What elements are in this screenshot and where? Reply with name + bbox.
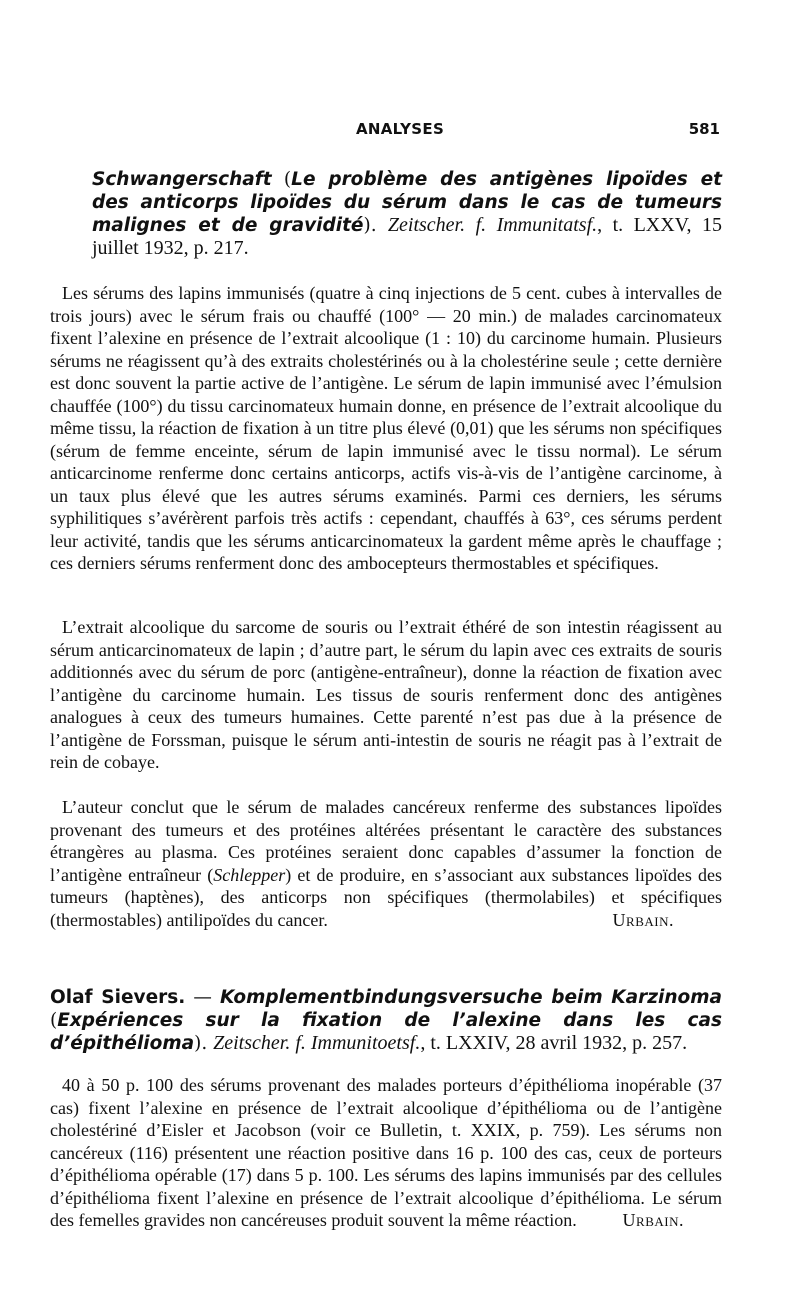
article2-paragraph	[50, 1074, 722, 1232]
article1-paragraph-3-text-a: L’auteur conclut que le sérum de malades cancéreux renferme des substances lipoïdes provenant des tumeurs et des protéines altérées présentant le caractère des substances étrangères au plasma. Ces protéines seraient donc capables d’assumer la fonction de l’antigène entraîneur (	[50, 797, 722, 885]
article1-paragraph-3	[50, 796, 722, 931]
article1-title-close: ).	[363, 215, 388, 236]
article1-signature: Urbain.	[612, 909, 674, 930]
article1-heading	[92, 168, 722, 260]
running-header	[0, 120, 800, 144]
article1-journal: Zeitscher. f. Immunitatsf.	[387, 214, 598, 236]
article2-paragraph-text: 40 à 50 p. 100 des sérums provenant des malades porteurs d’épithélioma inopérable (37 cas) fixent l’alexine en présence de l’extrait alcoolique d’épithélioma ou de l’antigène cholestériné d’Eisler et Jacobson (voir ce Bulletin, t. XXIX, p. 759). Les sérums non cancéreux (116) présentent une réaction positive dans 16 p. 100 des cas, ceux de porteurs d’épithélioma opérable (17) dans 5 p. 100. Les sérums des lapins immunisés par des cellules d’épithélioma fixent l’alexine en présence de l’extrait alcoolique d’épithélioma. Le sérum des femelles gravides non cancéreuses produit souvent la même réaction.	[50, 1075, 722, 1230]
article1-paragraph-2	[50, 616, 722, 774]
article2-title-fr: Expériences sur la fixation de l’alexine dans les cas d’épithélioma	[50, 1010, 722, 1054]
article1-title: Le problème des antigènes lipoïdes et des anticorps lipoïdes du sérum dans le cas de tumeurs malignes et de gravidité	[92, 169, 722, 236]
article2-title-de: Komplementbindungsversuche beim Karzinoma	[220, 987, 722, 1008]
article1-citation: , t. LXXV, 15 juillet 1932, p. 217.	[92, 214, 722, 259]
article2-dash: —	[185, 987, 221, 1008]
article1-paragraph-3-text-b: ) et de produire, en s’associant aux substances lipoïdes des tumeurs (haptènes), des anticorps non spécifiques (thermolabiles) et spécifiques (thermostables) antilipoïdes du cancer.	[50, 864, 722, 930]
article2-citation: , t. LXXIV, 28 avril 1932, p. 257.	[420, 1032, 688, 1054]
article1-paragraph-1	[50, 282, 722, 575]
article1-paragraph-2-text: L’extrait alcoolique du sarcome de souris ou l’extrait éthéré de son intestin réagissent au sérum anticarcinomateux de lapin ; d’autre part, le sérum du lapin avec ces extraits de souris additionnés avec du sérum de porc (antigène-entraîneur), donne la réaction de fixation avec l’antigène du carcinome humain. Les tissus de souris renferment donc des antigènes analogues à ceux des tumeurs humaines. Cette parenté n’est pas due à la présence de l’antigène de Forssman, puisque le sérum anti-intestin de souris ne réagit pas à l’extrait de rein de cobaye.	[50, 617, 722, 772]
article1-paragraph-3-schlepper: Schlepper	[213, 864, 286, 885]
article1-title-open: (	[271, 169, 292, 190]
article2-author: Olaf Sievers.	[50, 987, 186, 1008]
article1-author: Schwangerschaft	[92, 169, 272, 190]
page-number: 581	[688, 120, 720, 138]
article2-journal: Zeitscher. f. Immunitoetsf.	[213, 1032, 421, 1054]
article2-title-open: (	[50, 1010, 58, 1031]
article2-title-close: ).	[194, 1033, 214, 1054]
header-title: ANALYSES	[355, 120, 445, 138]
article2-signature: Urbain.	[622, 1210, 684, 1230]
article1-paragraph-1-text: Les sérums des lapins immunisés (quatre à cinq injections de 5 cent. cubes à intervalles de trois jours) avec le sérum frais ou chauffé (100° — 20 min.) de malades carcinomateux fixent l’alexine en présence de l’extrait alcoolique (1 : 10) du carcinome humain. Plusieurs sérums ne réagissent qu’à des extraits cholestérinés ou à la cholestérine seule ; cette dernière est donc souvent la partie active de l’antigène. Le sérum de lapin immunisé avec l’émulsion chauffée (100°) du tissu carcinomateux humain donne, en présence de l’extrait alcoolique du même tissu, la réaction de fixation à un titre plus élevé (0,01) que les sérums non spécifiques (sérum de femme enceinte, sérum de lapin immunisé avec le tissu normal). Le sérum anticarcinome renferme donc certains anticorps, actifs vis-à-vis de l’antigène carcinome, à un taux plus élevé que les autres sérums examinés. Parmi ces derniers, les sérums syphilitiques s’avérèrent parfois très actifs : cependant, chauffés à 63°, ces sérums perdent leur activité, tandis que les sérums anticarcinomateux la gardent même après le chauffage ; ces derniers sérums renferment donc des ambocepteurs thermostables et spécifiques.	[50, 283, 722, 573]
article2-heading	[50, 986, 722, 1055]
